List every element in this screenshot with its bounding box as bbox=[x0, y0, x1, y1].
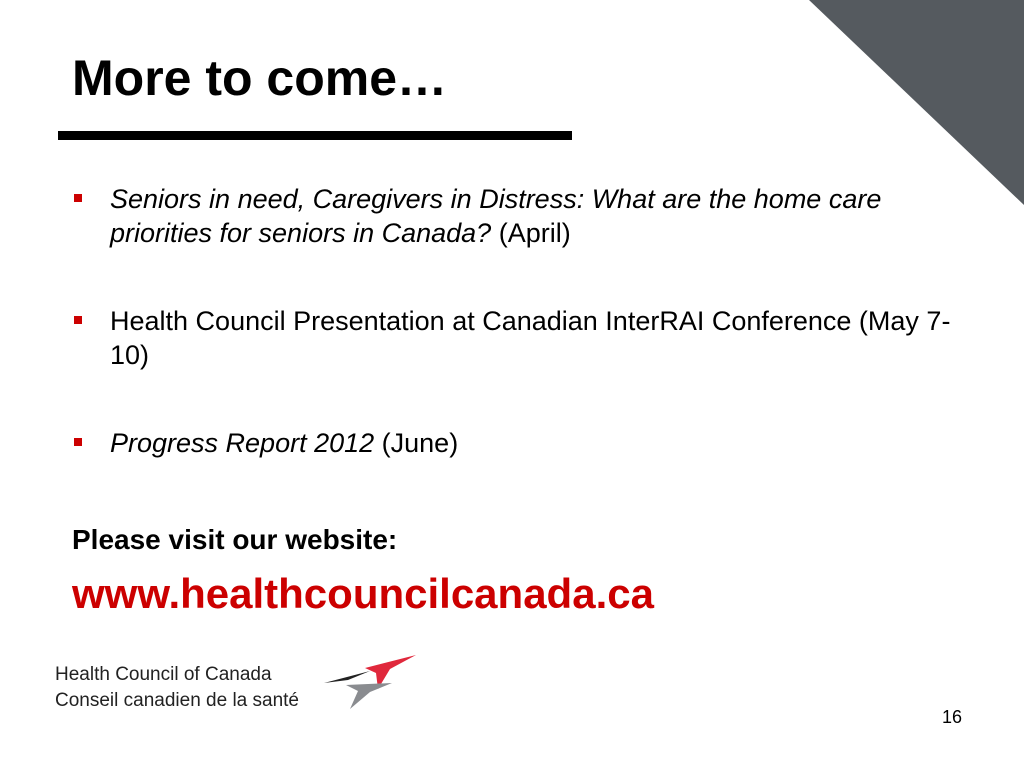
bullet-item bbox=[72, 182, 972, 250]
bullet-item bbox=[72, 304, 972, 372]
square-bullet-icon bbox=[74, 194, 82, 202]
logo-line-english: Health Council of Canada bbox=[55, 664, 272, 685]
organization-logo-text bbox=[55, 662, 299, 714]
bullet-text-italic: Progress Report 2012 bbox=[110, 428, 375, 458]
slide-title: More to come… bbox=[72, 50, 448, 106]
bullet-text: (April) bbox=[491, 218, 571, 248]
square-bullet-icon bbox=[74, 438, 82, 446]
bullet-text: Health Council Presentation at Canadian InterRAI Conference (May 7-10) bbox=[110, 306, 951, 370]
page-number: 16 bbox=[941, 707, 962, 727]
bullet-item bbox=[72, 426, 972, 460]
visit-website-label: Please visit our website: bbox=[72, 524, 398, 555]
corner-decoration bbox=[809, 0, 1024, 205]
square-bullet-icon bbox=[74, 316, 82, 324]
birds-logo-icon bbox=[318, 652, 418, 714]
bullet-text: (June) bbox=[374, 428, 459, 458]
website-link[interactable]: www.healthcouncilcanada.ca bbox=[72, 570, 654, 617]
title-underline bbox=[58, 131, 572, 140]
bullet-list bbox=[72, 182, 972, 460]
bullet-text-italic: Seniors in need, Caregivers in Distress: What are the home care priorities for seniors in Canada? bbox=[110, 184, 882, 248]
logo-line-french: Conseil canadien de la santé bbox=[55, 690, 300, 711]
